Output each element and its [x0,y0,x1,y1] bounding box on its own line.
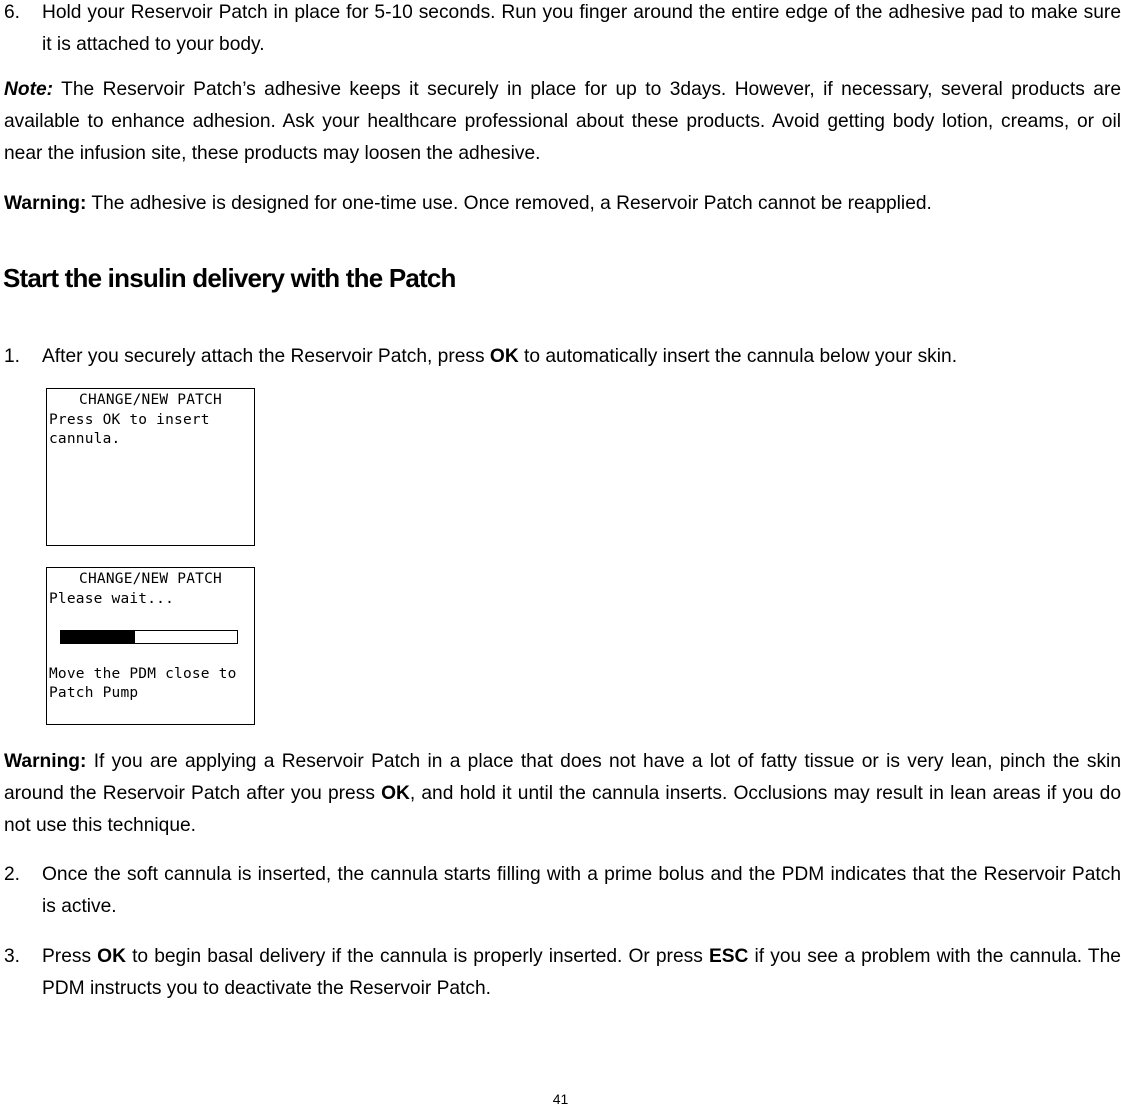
ok-key-label: OK [489,346,519,367]
progress-bar-fill [61,631,135,643]
warning-lean-areas [4,746,1121,842]
step-3 [4,941,1121,1005]
warning-one-time-use [4,188,1121,220]
step-6-number: 6. [4,2,21,23]
page-number: 41 [552,1091,569,1107]
pdm-screen-please-wait [46,567,255,725]
ok-key-label: OK [97,946,126,967]
step-6-text: Hold your Reservoir Patch in place for 5-10 seconds. Run you finger around the entire edge of the adhesive pad to make sure it is attached to your body. [42,2,1121,55]
warning-text: The adhesive is designed for one-time use. Once removed, a Reservoir Patch cannot be reapplied. [86,193,932,214]
note-paragraph [4,74,1121,170]
section-heading: Start the insulin delivery with the Patch [3,263,456,293]
screen-line: cannula. [49,431,121,447]
warning-text-end: , and hold it until the cannula inserts. Occlusions may result in lean areas if you do not use this technique. [4,783,1121,836]
warning-label: Warning: [4,751,87,772]
note-label: Note: [4,79,54,100]
step-1-text [42,341,1121,373]
step-2 [4,859,1121,923]
esc-key-label: ESC [708,946,749,967]
step-3-text-end: if you see a problem with the cannula. The PDM instructs you to deactivate the Reservoir Patch. [42,946,1121,999]
step-1 [4,341,1121,373]
screen-line: Please wait... [49,591,175,607]
step-6 [4,0,1121,61]
step-3-text-middle: to begin basal delivery if the cannula is properly inserted. Or press [125,946,709,967]
step-3-number: 3. [4,946,21,967]
screen-line: Patch Pump [49,685,139,701]
step-1-text-start: After you securely attach the Reservoir Patch, press [42,346,490,367]
pdm-screen-insert-cannula [46,388,255,546]
screen-line: Press OK to insert [49,412,210,428]
step-1-number: 1. [4,346,21,367]
warning-label: Warning: [4,193,87,214]
step-2-number: 2. [4,864,21,885]
step-3-text [42,941,1121,1005]
screen-title: CHANGE/NEW PATCH [79,571,222,587]
note-text: The Reservoir Patch’s adhesive keeps it securely in place for up to 3days. However, if necessary, several products are available to enhance adhesion. Ask your healthcare professional about these products. Avoid getting body lotion, creams, or oil near the infusion site, these products may loosen the adhesive. [4,79,1121,164]
progress-bar [60,630,238,644]
step-1-text-end: to automatically insert the cannula below your skin. [518,346,958,367]
ok-key-label: OK [381,783,410,804]
screen-title: CHANGE/NEW PATCH [79,392,222,408]
screen-line: Move the PDM close to [49,666,237,682]
step-2-text: Once the soft cannula is inserted, the cannula starts filling with a prime bolus and the PDM indicates that the Reservoir Patch is active. [42,864,1121,917]
step-3-text-start: Press [42,946,98,967]
warning-text-start: If you are applying a Reservoir Patch in a place that does not have a lot of fatty tissue or is very lean, pinch the skin around the Reservoir Patch after you press [4,751,1121,804]
